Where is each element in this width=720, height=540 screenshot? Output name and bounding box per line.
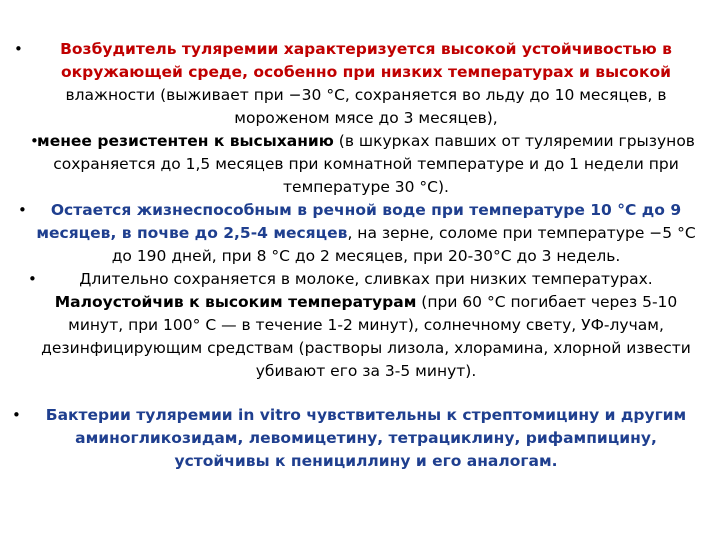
bullet-text: Длительно сохраняется в молоке, сливках при низких температурах. — [79, 270, 653, 288]
bullet-dot: • — [28, 270, 37, 288]
bullet-text: (при 60 °С погибает через 5-10 минут, при 100° С — в течение 1-2 минут), солнечному свету, УФ-лучам, дезинфицирующим средствам (растворы лизола, хлорамина, хлорной извести убивают его за 3-5 минут). — [41, 293, 691, 380]
bullet-dot: • — [30, 132, 39, 150]
bullet-antibiotics — [12, 404, 702, 473]
bullet-text: влажности (выживает при −30 °С, сохраняется во льду до 10 месяцев, в мороженом мясе до 3 месяцев), — [65, 86, 667, 127]
bullet-resistance — [14, 38, 702, 130]
bullet-milk-temperature — [30, 268, 702, 383]
bullet-dot: • — [14, 40, 23, 58]
bullet-emphasis: менее резистентен к высыханию — [37, 132, 334, 150]
bullet-emphasis: Бактерии туляремии in vitro чувствительны к стрептомицину и другим аминогликозидам, левомицетину, тетрациклину, рифампицину, устойчивы к пенициллину и его аналогам. — [45, 406, 687, 470]
bullet-emphasis: Остается жизнеспособным в речной воде при температуре 10 °С до 9 месяцев, в почве до 2,5-4 месяцев — [36, 201, 682, 242]
bullet-dot: • — [12, 406, 21, 424]
bullet-dot: • — [18, 201, 27, 219]
bullet-text: (в шкурках павших от туляремии грызунов сохраняется до 1,5 месяцев при комнатной температуре и до 1 недели при температуре 30 °С). — [53, 132, 695, 196]
bullet-drying — [30, 130, 702, 199]
bullet-text: , на зерне, соломе при температуре −5 °С до 190 дней, при 8 °С до 2 месяцев, при 20-30°С до 3 недель. — [111, 224, 696, 265]
bullet-water-soil — [18, 199, 702, 268]
bullet-emphasis: Возбудитель туляремии характеризуется высокой устойчивостью в окружающей среде, особенно при низких температурах и высокой — [60, 40, 672, 81]
bullet-emphasis: Малоустойчив к высоким температурам — [54, 293, 417, 311]
